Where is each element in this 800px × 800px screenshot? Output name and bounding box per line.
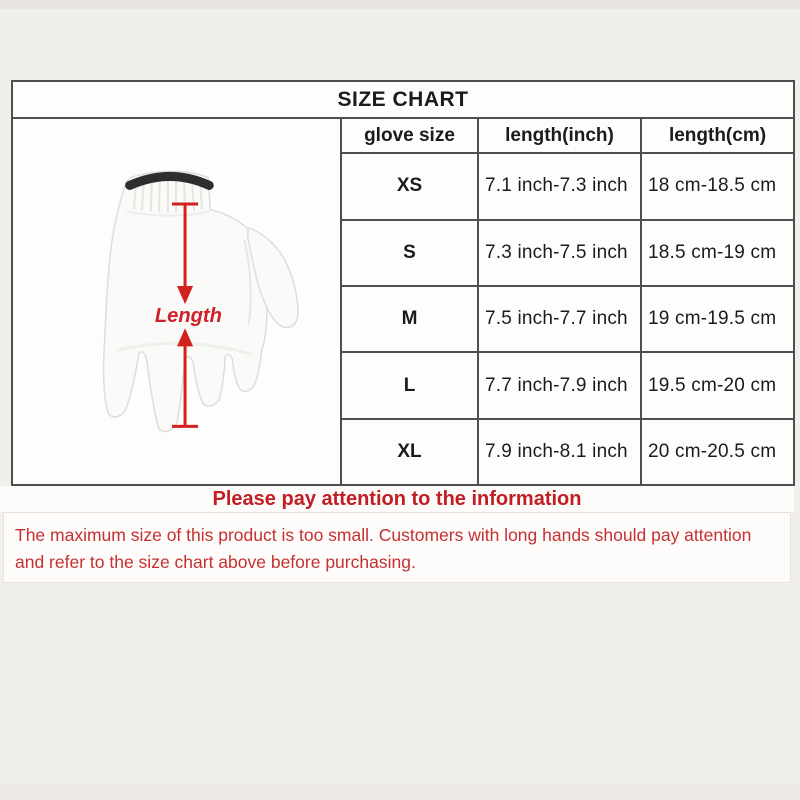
glove-photo-cell (12, 118, 341, 485)
title-row (12, 81, 794, 118)
length-inch-value: 7.1 inch-7.3 inch (478, 153, 641, 219)
length-inch-value: 7.5 inch-7.7 inch (478, 286, 641, 352)
attention-heading-band (0, 486, 794, 512)
size-value: M (341, 286, 478, 352)
top-edge-strip (0, 0, 800, 9)
length-inch-value: 7.9 inch-8.1 inch (478, 419, 641, 485)
size-value: XS (341, 153, 478, 219)
bottom-edge-strip (0, 784, 800, 800)
header-row (12, 118, 794, 153)
size-value: XL (341, 419, 478, 485)
page-title: SIZE CHART (12, 81, 794, 118)
column-header-glove-size: glove size (341, 118, 478, 153)
size-value: S (341, 220, 478, 286)
size-chart-table (11, 80, 795, 486)
glove-illustration (13, 119, 340, 484)
attention-body-text: The maximum size of this product is too small. Customers with long hands should pay attention and refer to the size chart above before purchasing. (15, 525, 752, 572)
length-cm-value: 18.5 cm-19 cm (641, 220, 794, 286)
length-inch-value: 7.7 inch-7.9 inch (478, 352, 641, 418)
column-header-length-cm: length(cm) (641, 118, 794, 153)
length-cm-value: 18 cm-18.5 cm (641, 153, 794, 219)
size-value: L (341, 352, 478, 418)
length-label: Length (154, 305, 222, 328)
attention-info-box (3, 512, 791, 583)
length-cm-value: 20 cm-20.5 cm (641, 419, 794, 485)
length-cm-value: 19.5 cm-20 cm (641, 352, 794, 418)
length-inch-value: 7.3 inch-7.5 inch (478, 220, 641, 286)
attention-heading: Please pay attention to the information (212, 487, 582, 510)
length-cm-value: 19 cm-19.5 cm (641, 286, 794, 352)
column-header-length-inch: length(inch) (478, 118, 641, 153)
